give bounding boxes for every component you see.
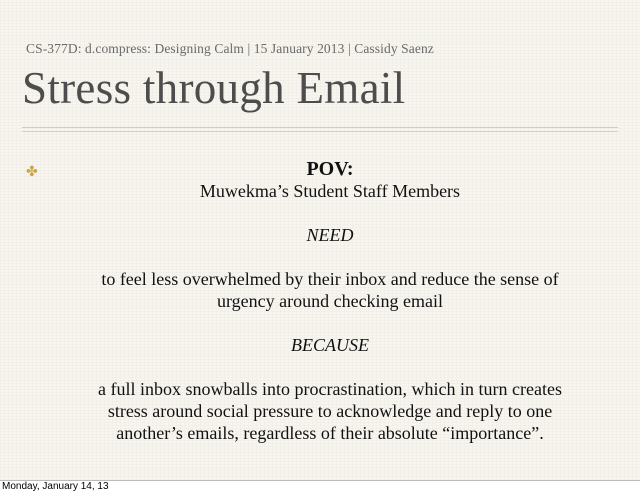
cross-bullet-icon: ✤ [26,164,38,180]
status-date: Monday, January 14, 13 [2,481,109,492]
title-divider-bottom [22,131,618,132]
pov-label: POV: [306,158,354,180]
need-label: NEED [306,225,354,245]
title-divider-top [22,127,618,128]
status-bar [0,480,640,494]
slide-header: CS-377D: d.compress: Designing Calm | 15 January 2013 | Cassidy Saenz [26,41,434,56]
slide-title: Stress through Email [22,63,406,113]
pov-subject: Muwekma’s Student Staff Members [199,181,461,201]
need-line-1: to feel less overwhelmed by their inbox and reduce the sense of [101,269,559,289]
need-line-2: urgency around checking email [216,291,444,311]
because-line-2: stress around social pressure to acknowledge and reply to one [107,401,553,421]
because-label: BECAUSE [291,335,369,355]
because-line-3: another’s emails, regardless of their absolute “importance”. [116,423,544,443]
slide-body [40,158,620,444]
because-line-1: a full inbox snowballs into procrastination, which in turn creates [98,379,562,399]
